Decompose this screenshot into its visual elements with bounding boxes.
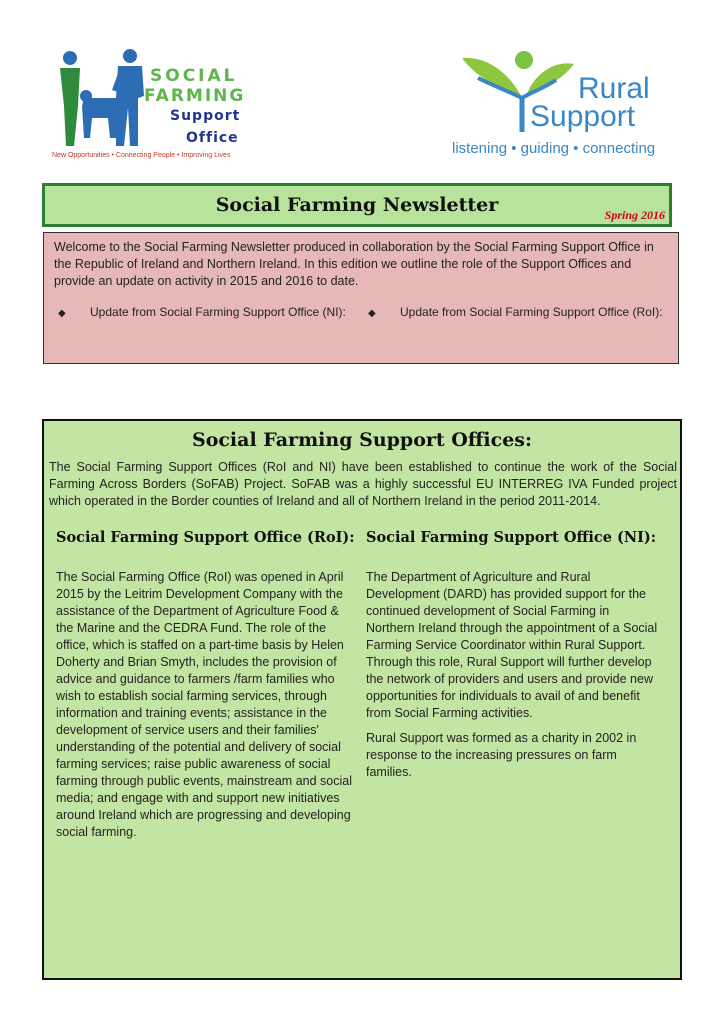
logo-word-support: Support: [530, 100, 636, 133]
logo-word-rural: Rural: [578, 72, 650, 105]
intro-box: [43, 232, 679, 364]
rural-support-logo: [452, 50, 676, 162]
bullet-label: Update from Social Farming Support Office (RoI):: [400, 305, 663, 319]
section-heading: Social Farming Support Offices:: [191, 429, 533, 451]
bullet-label: Update from Social Farming Support Office (NI):: [90, 305, 346, 319]
title-banner: [42, 183, 672, 227]
logo-line-office: Office: [186, 130, 239, 146]
farm-silhouette-icon: [52, 46, 152, 150]
roi-column: [56, 569, 356, 849]
roi-paragraph: The Social Farming Office (RoI) was opened in April 2015 by the Leitrim Development Company with the assistance of the Department of Agriculture Food & the Marine and the CEDRA Fund. The role of the office, which is staffed on a part-time basis by Helen Doherty and Brian Smyth, includes the provision of advice and guidance to farmers /farm families who wish to establish social farming services, through information and training events; assistance in the development of service users and their families' understanding of the potential and delivery of social farming services; raise public awareness of social farming through public events, mainstream and social media; and engage with and support new initiatives around Ireland which are progressing and developing social farming.: [56, 570, 352, 839]
diamond-bullet-icon: ◆: [58, 308, 66, 319]
edition-season: Spring 2016: [604, 208, 665, 222]
logo-line-support: Support: [170, 108, 241, 124]
logo-line-social: SOCIAL: [150, 66, 238, 86]
logo-tagline: listening • guiding • connecting: [452, 140, 656, 157]
ni-heading: Social Farming Support Office (NI):: [366, 529, 657, 546]
ni-column: [366, 569, 658, 789]
section-intro: The Social Farming Support Offices (RoI and NI) have been established to continue the work of the Social Farming Across Borders (SoFAB) Project. SoFAB was a highly successful EU INTERREG IVA Funded project which operated in the Border counties of Ireland and all of Northern Ireland in the period 2011-2014.: [49, 460, 677, 508]
support-offices-section: [42, 419, 682, 980]
ni-paragraph-2: Rural Support was formed as a charity in 2002 in response to the increasing pressures on farm families.: [366, 731, 637, 779]
intro-paragraph: Welcome to the Social Farming Newsletter produced in collaboration by the Social Farming Support Office in the Republic of Ireland and Northern Ireland. In this edition we outline the role of the Support Offices and provide an update on activity in 2015 and 2016 to date.: [54, 240, 654, 288]
logo-tagline: New Opportunities • Connecting People • Improving Lives: [52, 152, 231, 159]
roi-heading: Social Farming Support Office (RoI):: [56, 529, 355, 546]
page-title: Social Farming Newsletter: [215, 194, 499, 216]
list-item: [58, 305, 346, 319]
list-item: [368, 305, 663, 319]
logo-line-farming: FARMING: [144, 86, 246, 106]
ni-paragraph-1: The Department of Agriculture and Rural Development (DARD) has provided support for the continued development of Social Farming in Northern Ireland through the appointment of a Social Farming Service Coordinator within Rural Support. Through this role, Rural Support will further develop the network of providers and users and provide new opportunities for individuals to avail of and benefit from Social Farming activities.: [366, 570, 658, 720]
diamond-bullet-icon: ◆: [368, 308, 376, 319]
social-farming-logo: [52, 46, 266, 164]
